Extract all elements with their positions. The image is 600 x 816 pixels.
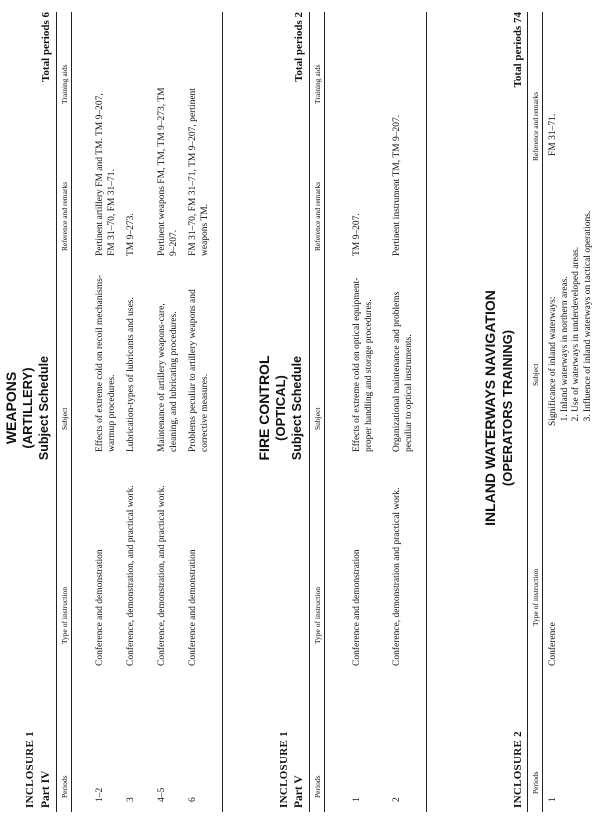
col-header-type: Type of instruction <box>531 569 540 626</box>
row-reference: FM 31–71. <box>548 113 558 156</box>
row-subject: Maintenance of artillery weapons-care, cleaning, and lubricating procedures. <box>157 303 179 452</box>
row-type: Conference, demonstration, and practical work. <box>126 485 136 666</box>
row-periods: 2 <box>392 797 402 802</box>
section-subtitle: (ARTILLERY) <box>20 367 35 449</box>
row-reference: Pertinent instrument TM, TM 9–207. <box>392 114 402 256</box>
total-periods: Total periods 2 <box>293 12 305 82</box>
col-header-reference: Reference and remarks <box>60 181 69 251</box>
subject-lead: Significance of inland waterways: <box>548 296 558 426</box>
row-type: Conference and demonstration <box>188 549 198 666</box>
col-header-type: Type of instruction <box>60 587 69 644</box>
inclosure-label: INCLOSURE 1 <box>278 731 290 808</box>
col-header-periods: Periods <box>60 775 69 798</box>
section-title: WEAPONS <box>3 371 19 445</box>
col-header-aids: Training aids <box>60 64 69 104</box>
schedule-heading: Subject Schedule <box>37 355 51 461</box>
row-type: Conference and demonstration <box>352 549 362 666</box>
table-top-rule <box>56 12 57 812</box>
section-fire-control-optical <box>232 0 432 816</box>
row-periods: 3 <box>126 797 136 802</box>
col-header-reference: Reference and remarks <box>531 91 540 161</box>
row-type: Conference, demonstration and practical work. <box>392 487 402 666</box>
row-reference: Pertinent artillery FM and TM. TM 9–207, FM 31–70, FM 31–71. <box>95 93 117 256</box>
schedule-heading: Subject Schedule <box>290 355 304 461</box>
row-subject: Effects of extreme cold on recoil mechanisms-warmup procedures. <box>95 274 117 452</box>
row-periods: 4–5 <box>157 787 167 802</box>
total-periods: Total periods 6 <box>40 12 52 82</box>
row-subject: Organizational maintenance and problems peculiar to optical instruments. <box>392 291 414 452</box>
inclosure-label: INCLOSURE 1 <box>24 731 36 808</box>
row-reference: TM 9–273. <box>126 213 136 256</box>
section-title: INLAND WATERWAYS NAVIGATION <box>482 290 498 526</box>
total-periods: Total periods 74 <box>512 12 524 88</box>
list-item: 1. Inland waterways in northern areas. <box>560 166 572 412</box>
row-reference: Pertinent weapons FM, TM, TM 9–273, TM 9–207. <box>157 87 179 256</box>
row-subject: Effects of extreme cold on optical equipment-proper handling and storage procedures. <box>352 277 374 452</box>
section-subtitle: (OPTICAL) <box>273 375 288 441</box>
section-title: FIRE CONTROL <box>256 355 272 461</box>
col-header-subject: Subject <box>60 407 69 430</box>
col-header-reference: Reference and remarks <box>313 181 322 251</box>
table-bottom-rule <box>426 12 427 812</box>
header-rule <box>542 12 543 812</box>
col-header-periods: Periods <box>313 775 322 798</box>
col-header-type: Type of instruction <box>313 587 322 644</box>
row-periods: 6 <box>188 797 198 802</box>
row-reference: FM 31–70, FM 31–71, TM 9–207, pertinent weapons TM. <box>188 88 210 256</box>
row-subject: Lubrication-types of lubricants and uses. <box>126 297 136 452</box>
col-header-periods: Periods <box>531 771 540 794</box>
row-type: Conference and demonstration <box>95 549 105 666</box>
row-subject <box>548 166 594 426</box>
table-top-rule <box>527 12 528 812</box>
row-reference: TM 9–207. <box>352 213 362 256</box>
part-label: Part V <box>293 775 305 808</box>
row-type: Conference, demonstration, and practical work. <box>157 485 167 666</box>
section-subtitle: (OPERATORS TRAINING) <box>500 329 515 487</box>
part-label: Part IV <box>40 770 52 808</box>
row-periods: 1–2 <box>95 787 105 802</box>
row-periods: 1 <box>548 797 558 802</box>
header-rule <box>71 12 72 812</box>
subject-list <box>560 166 595 426</box>
col-header-aids: Training aids <box>313 64 322 104</box>
col-header-subject: Subject <box>313 407 322 430</box>
col-header-subject: Subject <box>531 363 540 386</box>
header-rule <box>324 12 325 812</box>
section-weapons-artillery <box>0 0 228 816</box>
section-inland-waterways-navigation <box>432 0 600 816</box>
table-top-rule <box>309 12 310 812</box>
list-item: 2. Use of waterways in underdeveloped areas. <box>571 166 583 412</box>
row-subject: Problems peculiar to artillery weapons and corrective measures. <box>188 289 210 452</box>
table-bottom-rule <box>222 12 223 812</box>
row-type: Conference <box>548 622 558 666</box>
list-item: 3. Influence of inland waterways on tactical operations. <box>583 166 595 412</box>
row-periods: 1 <box>352 797 362 802</box>
inclosure-label: INCLOSURE 2 <box>512 731 524 808</box>
